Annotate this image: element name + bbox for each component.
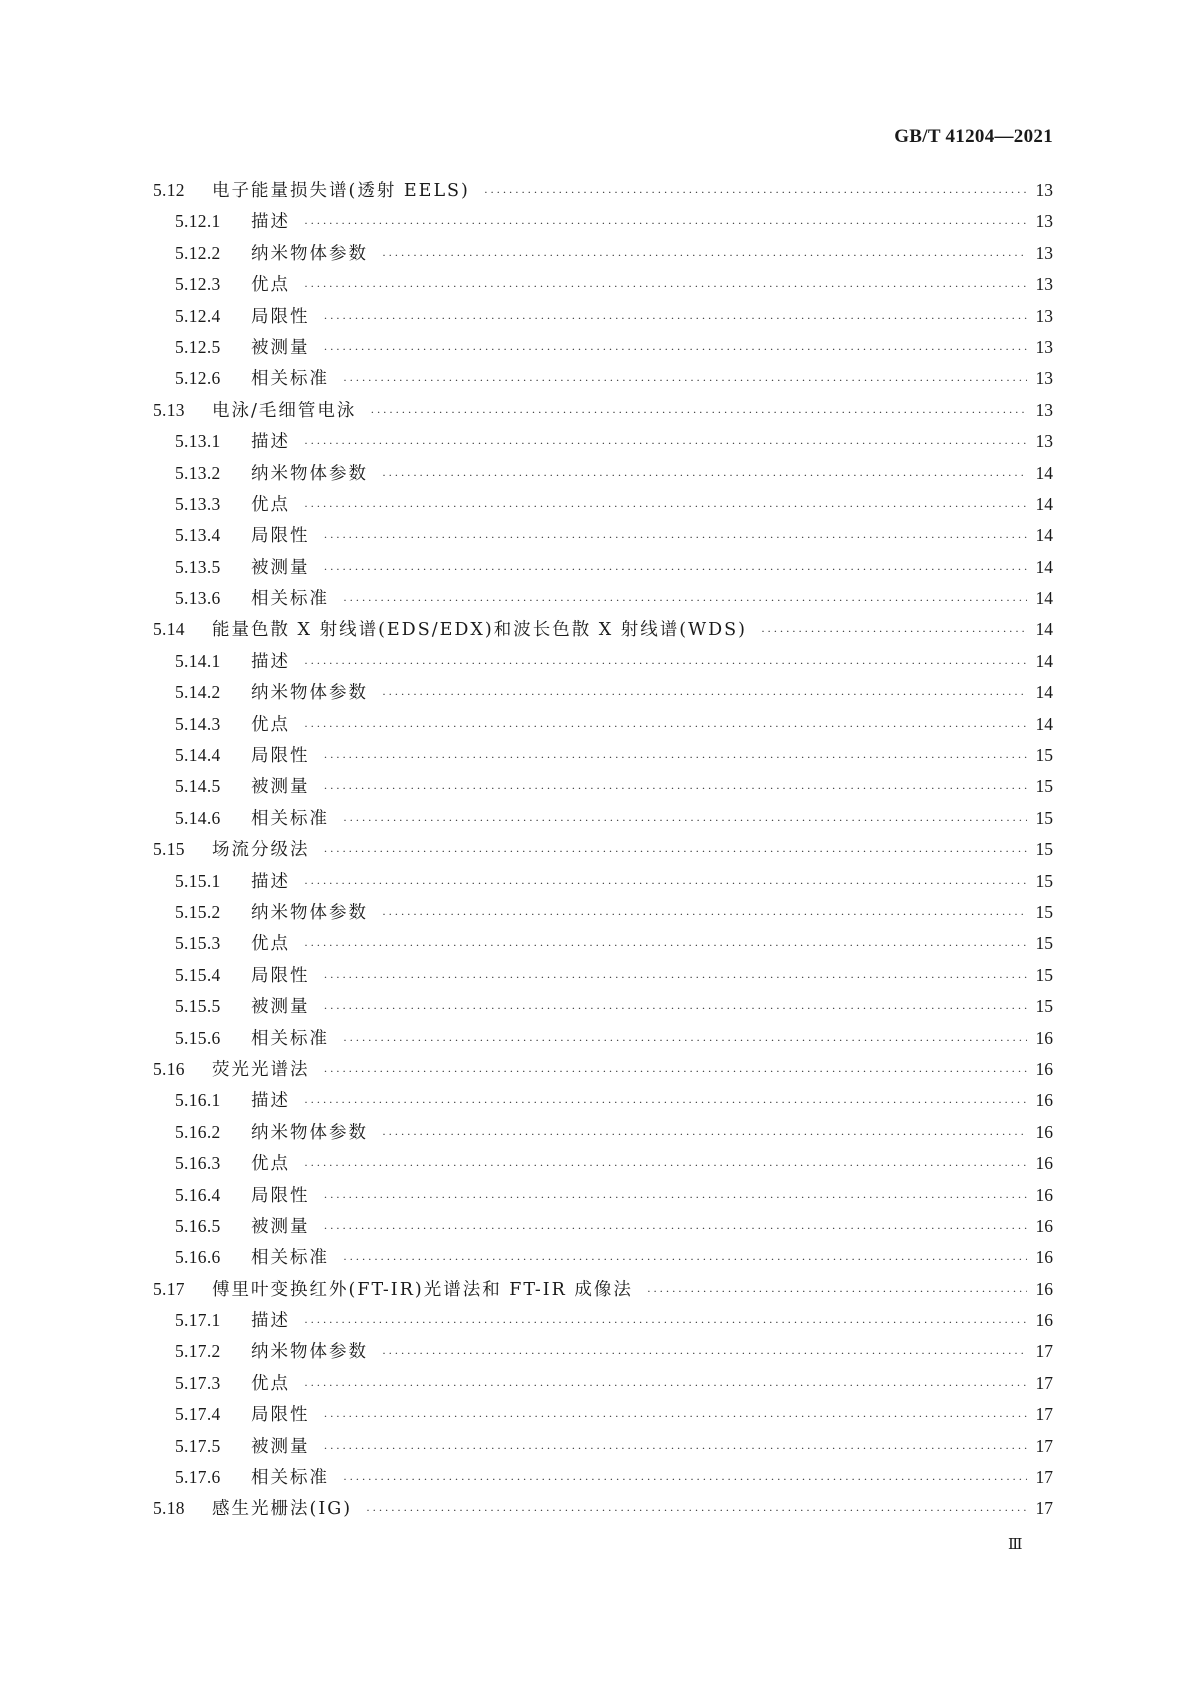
toc-subsection-entry[interactable] bbox=[153, 1338, 1053, 1369]
dot-leader bbox=[324, 1409, 1028, 1424]
toc-entry-number: 5.16.5 bbox=[175, 1215, 221, 1236]
toc-entry-number: 5.17.4 bbox=[175, 1404, 221, 1425]
toc-entry-number: 5.17.2 bbox=[175, 1341, 221, 1362]
page-number: Ⅲ bbox=[1008, 1537, 1023, 1553]
dot-leader bbox=[366, 1503, 1027, 1518]
toc-subsection-entry[interactable] bbox=[153, 805, 1053, 836]
toc-entry-title: 局限性 bbox=[251, 746, 310, 767]
dot-leader bbox=[304, 1315, 1027, 1330]
toc-entry-number: 5.14.4 bbox=[175, 745, 221, 766]
toc-entry-number: 5.13.3 bbox=[175, 493, 221, 514]
toc-entry-page: 15 bbox=[1035, 996, 1053, 1017]
toc-entry-page: 13 bbox=[1035, 211, 1053, 232]
dot-leader bbox=[382, 1346, 1027, 1361]
toc-entry-number: 5.17.6 bbox=[175, 1467, 221, 1488]
toc-subsection-entry[interactable] bbox=[153, 930, 1053, 961]
toc-entry-number: 5.16.6 bbox=[175, 1247, 221, 1268]
toc-entry-page: 15 bbox=[1035, 745, 1053, 766]
toc-subsection-entry[interactable] bbox=[153, 1119, 1053, 1150]
toc-entry-number: 5.16.4 bbox=[175, 1184, 221, 1205]
toc-entry-number: 5.15.4 bbox=[175, 964, 221, 985]
toc-entry-title: 相关标准 bbox=[251, 589, 329, 610]
toc-entry-page: 14 bbox=[1035, 682, 1053, 703]
dot-leader bbox=[343, 593, 1027, 608]
dot-leader bbox=[370, 405, 1027, 420]
toc-entry-page: 16 bbox=[1035, 1153, 1053, 1174]
toc-subsection-entry[interactable] bbox=[153, 1370, 1053, 1401]
toc-entry-title: 场流分级法 bbox=[212, 840, 310, 861]
toc-subsection-entry[interactable] bbox=[153, 365, 1053, 396]
toc-entry-page: 14 bbox=[1035, 619, 1053, 640]
toc-subsection-entry[interactable] bbox=[153, 868, 1053, 899]
toc-entry-page: 13 bbox=[1035, 305, 1053, 326]
dot-leader bbox=[382, 687, 1027, 702]
toc-entry-page: 15 bbox=[1035, 807, 1053, 828]
toc-entry-number: 5.15.2 bbox=[175, 901, 221, 922]
dot-leader bbox=[324, 750, 1028, 765]
toc-entry-title: 相关标准 bbox=[251, 1248, 329, 1269]
toc-subsection-entry[interactable] bbox=[153, 1307, 1053, 1338]
dot-leader bbox=[324, 844, 1028, 859]
dot-leader bbox=[343, 813, 1027, 828]
dot-leader bbox=[304, 216, 1027, 231]
dot-leader bbox=[343, 373, 1027, 388]
toc-entry-number: 5.16.2 bbox=[175, 1121, 221, 1142]
toc-subsection-entry[interactable] bbox=[153, 491, 1053, 522]
toc-subsection-entry[interactable] bbox=[153, 1087, 1053, 1118]
toc-section-entry[interactable] bbox=[153, 1495, 1053, 1526]
toc-entry-title: 局限性 bbox=[251, 1185, 310, 1206]
toc-entry-title: 纳米物体参数 bbox=[251, 902, 368, 923]
dot-leader bbox=[304, 1095, 1027, 1110]
dot-leader bbox=[324, 781, 1028, 796]
toc-entry-number: 5.12.5 bbox=[175, 336, 221, 357]
toc-entry-number: 5.12.1 bbox=[175, 211, 221, 232]
toc-subsection-entry[interactable] bbox=[153, 240, 1053, 271]
toc-subsection-entry[interactable] bbox=[153, 1213, 1053, 1244]
toc-entry-page: 13 bbox=[1035, 336, 1053, 357]
toc-entry-title: 局限性 bbox=[251, 965, 310, 986]
toc-entry-number: 5.14.6 bbox=[175, 807, 221, 828]
toc-entry-page: 14 bbox=[1035, 525, 1053, 546]
toc-section-entry[interactable] bbox=[153, 836, 1053, 867]
toc-subsection-entry[interactable] bbox=[153, 993, 1053, 1024]
dot-leader bbox=[324, 1441, 1028, 1456]
dot-leader bbox=[382, 248, 1027, 263]
dot-leader bbox=[304, 938, 1027, 953]
toc-subsection-entry[interactable] bbox=[153, 899, 1053, 930]
toc-entry-number: 5.14.1 bbox=[175, 650, 221, 671]
toc-subsection-entry[interactable] bbox=[153, 1464, 1053, 1495]
toc-entry-number: 5.14 bbox=[153, 619, 185, 640]
toc-entry-title: 被测量 bbox=[251, 1216, 310, 1237]
toc-entry-number: 5.17.5 bbox=[175, 1435, 221, 1456]
toc-entry-number: 5.16.1 bbox=[175, 1090, 221, 1111]
toc-entry-page: 16 bbox=[1035, 1090, 1053, 1111]
toc-section-entry[interactable] bbox=[153, 397, 1053, 428]
toc-entry-number: 5.14.2 bbox=[175, 682, 221, 703]
dot-leader bbox=[343, 1033, 1027, 1048]
dot-leader bbox=[324, 1190, 1028, 1205]
toc-entry-number: 5.12.6 bbox=[175, 368, 221, 389]
dot-leader bbox=[304, 876, 1027, 891]
dot-leader bbox=[324, 562, 1028, 577]
toc-entry-title: 荧光光谱法 bbox=[212, 1059, 310, 1080]
toc-entry-title: 优点 bbox=[251, 714, 290, 735]
toc-entry-page: 16 bbox=[1035, 1310, 1053, 1331]
toc-entry-number: 5.12.4 bbox=[175, 305, 221, 326]
dot-leader bbox=[304, 1378, 1027, 1393]
toc-entry-number: 5.13.4 bbox=[175, 525, 221, 546]
toc-entry-page: 17 bbox=[1035, 1404, 1053, 1425]
toc-entry-number: 5.15.1 bbox=[175, 870, 221, 891]
toc-subsection-entry[interactable] bbox=[153, 1025, 1053, 1056]
toc-entry-number: 5.12.2 bbox=[175, 242, 221, 263]
toc-entry-page: 17 bbox=[1035, 1372, 1053, 1393]
toc-section-entry[interactable] bbox=[153, 1056, 1053, 1087]
toc-entry-page: 15 bbox=[1035, 870, 1053, 891]
toc-entry-title: 纳米物体参数 bbox=[251, 463, 368, 484]
toc-entry-page: 17 bbox=[1035, 1341, 1053, 1362]
dot-leader bbox=[324, 1064, 1028, 1079]
toc-subsection-entry[interactable] bbox=[153, 1433, 1053, 1464]
toc-entry-title: 能量色散 X 射线谱(EDS/EDX)和波长色散 X 射线谱(WDS) bbox=[212, 620, 747, 641]
toc-section-entry[interactable] bbox=[153, 177, 1053, 208]
toc-entry-page: 15 bbox=[1035, 933, 1053, 954]
toc-entry-number: 5.13.6 bbox=[175, 588, 221, 609]
toc-entry-page: 13 bbox=[1035, 274, 1053, 295]
toc-entry-title: 相关标准 bbox=[251, 1468, 329, 1489]
toc-entry-number: 5.13.5 bbox=[175, 556, 221, 577]
toc-entry-page: 13 bbox=[1035, 399, 1053, 420]
toc-subsection-entry[interactable] bbox=[153, 962, 1053, 993]
dot-leader bbox=[324, 530, 1028, 545]
toc-subsection-entry[interactable] bbox=[153, 1182, 1053, 1213]
toc-subsection-entry[interactable] bbox=[153, 208, 1053, 239]
toc-entry-page: 14 bbox=[1035, 713, 1053, 734]
toc-entry-number: 5.13.1 bbox=[175, 431, 221, 452]
toc-entry-title: 描述 bbox=[251, 871, 290, 892]
toc-entry-title: 描述 bbox=[251, 1311, 290, 1332]
dot-leader bbox=[304, 499, 1027, 514]
toc-entry-title: 纳米物体参数 bbox=[251, 1342, 368, 1363]
toc-entry-page: 16 bbox=[1035, 1058, 1053, 1079]
toc-entry-title: 局限性 bbox=[251, 306, 310, 327]
toc-entry-page: 13 bbox=[1035, 368, 1053, 389]
dot-leader bbox=[647, 1284, 1027, 1299]
toc-subsection-entry[interactable] bbox=[153, 1244, 1053, 1275]
dot-leader bbox=[484, 185, 1027, 200]
toc-entry-page: 16 bbox=[1035, 1247, 1053, 1268]
dot-leader bbox=[382, 1127, 1027, 1142]
toc-entry-number: 5.17.3 bbox=[175, 1372, 221, 1393]
dot-leader bbox=[304, 719, 1027, 734]
toc-entry-title: 描述 bbox=[251, 1091, 290, 1112]
dot-leader bbox=[324, 342, 1028, 357]
toc-subsection-entry[interactable] bbox=[153, 271, 1053, 302]
toc-entry-page: 14 bbox=[1035, 556, 1053, 577]
toc-subsection-entry[interactable] bbox=[153, 428, 1053, 459]
toc-entry-page: 14 bbox=[1035, 588, 1053, 609]
toc-entry-page: 17 bbox=[1035, 1435, 1053, 1456]
toc-entry-title: 纳米物体参数 bbox=[251, 683, 368, 704]
toc-subsection-entry[interactable] bbox=[153, 1401, 1053, 1432]
toc-entry-page: 16 bbox=[1035, 1027, 1053, 1048]
toc-entry-page: 13 bbox=[1035, 180, 1053, 200]
toc-entry-page: 14 bbox=[1035, 650, 1053, 671]
dot-leader bbox=[304, 436, 1027, 451]
toc-subsection-entry[interactable] bbox=[153, 460, 1053, 491]
toc-entry-title: 描述 bbox=[251, 432, 290, 453]
toc-subsection-entry[interactable] bbox=[153, 773, 1053, 804]
toc-entry-title: 优点 bbox=[251, 934, 290, 955]
toc-entry-title: 电子能量损失谱(透射 EELS) bbox=[212, 181, 470, 201]
toc-entry-page: 15 bbox=[1035, 776, 1053, 797]
toc-entry-page: 13 bbox=[1035, 242, 1053, 263]
toc-section-entry[interactable] bbox=[153, 616, 1053, 647]
toc-entry-page: 17 bbox=[1035, 1467, 1053, 1488]
toc-subsection-entry[interactable] bbox=[153, 554, 1053, 585]
dot-leader bbox=[324, 970, 1028, 985]
toc-entry-title: 描述 bbox=[251, 212, 290, 233]
toc-subsection-entry[interactable] bbox=[153, 742, 1053, 773]
dot-leader bbox=[324, 1001, 1028, 1016]
toc-entry-page: 16 bbox=[1035, 1184, 1053, 1205]
toc-entry-title: 被测量 bbox=[251, 997, 310, 1018]
toc-subsection-entry[interactable] bbox=[153, 711, 1053, 742]
toc-subsection-entry[interactable] bbox=[153, 522, 1053, 553]
toc-entry-title: 被测量 bbox=[251, 1436, 310, 1457]
toc-entry-number: 5.16.3 bbox=[175, 1153, 221, 1174]
toc-entry-title: 相关标准 bbox=[251, 1028, 329, 1049]
toc-subsection-entry[interactable] bbox=[153, 334, 1053, 365]
toc-entry-number: 5.12 bbox=[153, 180, 185, 200]
toc-entry-title: 优点 bbox=[251, 275, 290, 296]
toc-entry-number: 5.16 bbox=[153, 1058, 185, 1079]
toc-entry-number: 5.15.3 bbox=[175, 933, 221, 954]
standard-code: GB/T 41204—2021 bbox=[894, 126, 1053, 147]
toc-entry-title: 相关标准 bbox=[251, 808, 329, 829]
toc-entry-page: 15 bbox=[1035, 964, 1053, 985]
dot-leader bbox=[304, 279, 1027, 294]
dot-leader bbox=[324, 311, 1028, 326]
toc-entry-number: 5.14.3 bbox=[175, 713, 221, 734]
toc-entry-title: 电泳/毛细管电泳 bbox=[212, 400, 357, 421]
dot-leader bbox=[304, 1158, 1027, 1173]
toc-entry-title: 描述 bbox=[251, 651, 290, 672]
toc-entry-page: 15 bbox=[1035, 839, 1053, 860]
dot-leader bbox=[382, 907, 1027, 922]
toc-entry-title: 优点 bbox=[251, 494, 290, 515]
toc-entry-number: 5.12.3 bbox=[175, 274, 221, 295]
toc-entry-number: 5.15 bbox=[153, 839, 185, 860]
toc-subsection-entry[interactable] bbox=[153, 679, 1053, 710]
toc-entry-page: 16 bbox=[1035, 1215, 1053, 1236]
toc-entry-page: 16 bbox=[1035, 1121, 1053, 1142]
toc-entry-title: 感生光栅法(IG) bbox=[212, 1499, 353, 1520]
toc-entry-number: 5.17 bbox=[153, 1278, 185, 1299]
toc-entry-number: 5.13 bbox=[153, 399, 185, 420]
dot-leader bbox=[761, 624, 1027, 639]
toc-entry-number: 5.13.2 bbox=[175, 462, 221, 483]
dot-leader bbox=[382, 468, 1027, 483]
dot-leader bbox=[304, 656, 1027, 671]
toc-entry-title: 被测量 bbox=[251, 337, 310, 358]
toc-entry-title: 优点 bbox=[251, 1373, 290, 1394]
toc-entry-title: 被测量 bbox=[251, 777, 310, 798]
toc-entry-number: 5.15.6 bbox=[175, 1027, 221, 1048]
toc-entry-page: 14 bbox=[1035, 462, 1053, 483]
toc-entry-title: 纳米物体参数 bbox=[251, 1122, 368, 1143]
toc-entry-number: 5.14.5 bbox=[175, 776, 221, 797]
toc-entry-page: 17 bbox=[1035, 1498, 1053, 1519]
toc-entry-title: 傅里叶变换红外(FT-IR)光谱法和 FT-IR 成像法 bbox=[212, 1279, 633, 1300]
toc-entry-number: 5.15.5 bbox=[175, 996, 221, 1017]
toc-entry-page: 13 bbox=[1035, 431, 1053, 452]
table-of-contents bbox=[153, 177, 1053, 1527]
toc-entry-page: 15 bbox=[1035, 901, 1053, 922]
toc-subsection-entry[interactable] bbox=[153, 585, 1053, 616]
toc-entry-title: 相关标准 bbox=[251, 369, 329, 390]
toc-entry-page: 16 bbox=[1035, 1278, 1053, 1299]
toc-subsection-entry[interactable] bbox=[153, 1150, 1053, 1181]
toc-subsection-entry[interactable] bbox=[153, 303, 1053, 334]
toc-subsection-entry[interactable] bbox=[153, 648, 1053, 679]
toc-entry-number: 5.17.1 bbox=[175, 1310, 221, 1331]
toc-entry-title: 局限性 bbox=[251, 526, 310, 547]
dot-leader bbox=[324, 1221, 1028, 1236]
toc-entry-page: 14 bbox=[1035, 493, 1053, 514]
dot-leader bbox=[343, 1252, 1027, 1267]
toc-entry-title: 纳米物体参数 bbox=[251, 243, 368, 264]
toc-section-entry[interactable] bbox=[153, 1276, 1053, 1307]
dot-leader bbox=[343, 1472, 1027, 1487]
toc-entry-number: 5.18 bbox=[153, 1498, 185, 1519]
toc-entry-title: 优点 bbox=[251, 1154, 290, 1175]
toc-entry-title: 被测量 bbox=[251, 557, 310, 578]
toc-entry-title: 局限性 bbox=[251, 1405, 310, 1426]
